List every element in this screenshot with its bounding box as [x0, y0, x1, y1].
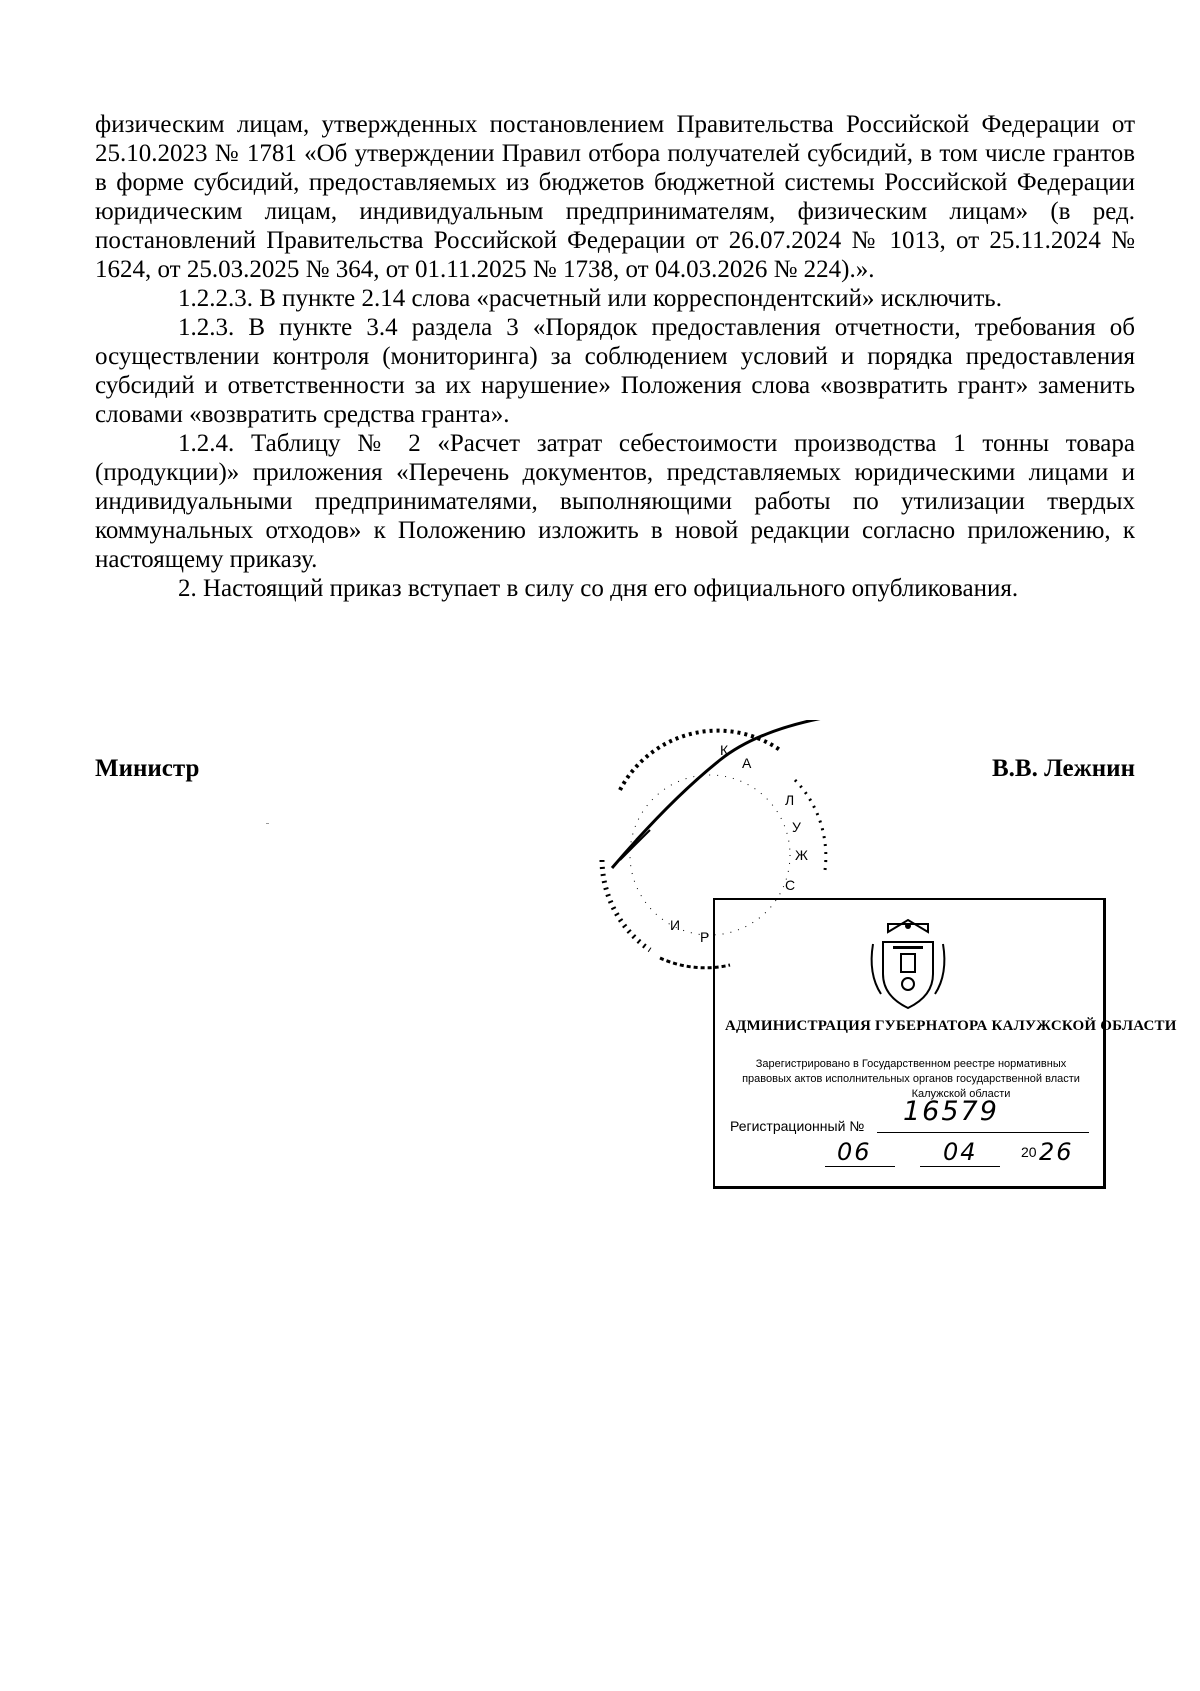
date-year-prefix: 20	[1021, 1144, 1037, 1160]
svg-text:Л: Л	[785, 792, 795, 808]
registration-number-label: Регистрационный №	[730, 1118, 865, 1134]
svg-text:У: У	[792, 819, 801, 835]
document-body	[95, 110, 1135, 603]
date-day: 06	[837, 1138, 872, 1166]
stamp-text-line-3: Калужской области	[911, 1088, 1011, 1100]
registration-date	[825, 1138, 1085, 1172]
paragraph-3: 1.2.3. В пункте 3.4 раздела 3 «Порядок предоставления отчетности, требования об осуществлении контроля (мониторинга) за соблюдением условий и порядка предоставления субсидий и ответственности за их нарушение» Положения слова «возвратить грант» заменить словами «возвратить средства гранта».	[95, 314, 1135, 428]
signatory-position: Министр	[95, 755, 200, 782]
scan-speck	[266, 823, 269, 824]
paragraph-5: 2. Настоящий приказ вступает в силу со дня его официального опубликования.	[178, 575, 1019, 602]
svg-text:А: А	[742, 755, 752, 771]
date-year-suffix: 26	[1039, 1138, 1074, 1166]
stamp-text-line-2: правовых актов исполнительных органов государственной власти	[742, 1073, 1080, 1085]
date-day-line	[825, 1166, 895, 1167]
svg-text:Р: Р	[700, 929, 710, 945]
signatory-name: В.В. Лежнин	[992, 755, 1135, 782]
svg-text:С: С	[785, 877, 796, 893]
registration-number-underline	[877, 1132, 1089, 1133]
stamp-title: АДМИНИСТРАЦИЯ ГУБЕРНАТОРА КАЛУЖСКОЙ ОБЛАСТИ	[725, 1018, 1177, 1034]
svg-text:Ж: Ж	[795, 847, 808, 863]
date-month-line	[920, 1166, 1000, 1167]
paragraph-4: 1.2.4. Таблицу № 2 «Расчет затрат себестоимости производства 1 тонны товара (продукции)» приложения «Перечень документов, представляемых юридическими лицами и индивидуальными предпринимателями, выполняющими работы по утилизации твердых коммунальных отходов» к Положению изложить в новой редакции согласно приложению, к настоящему приказу.	[95, 430, 1135, 573]
registration-number: 16579	[903, 1096, 999, 1127]
kaluga-coat-of-arms-icon	[863, 914, 953, 1014]
registration-stamp	[713, 898, 1177, 1189]
date-month: 04	[943, 1138, 978, 1166]
paragraph-2: 1.2.2.3. В пункте 2.14 слова «расчетный или корреспондентский» исключить.	[178, 285, 1002, 312]
paragraph-1: физическим лицам, утвержденных постановлением Правительства Российской Федерации от 25.10.2023 № 1781 «Об утверждении Правил отбора получателей субсидий, в том числе грантов в форме субсидий, предоставляемых из бюджетов бюджетной системы Российской Федерации юридическим лицам, индивидуальным предпринимателям, физическим лицам» (в ред. постановлений Правительства Российской Федерации от 26.07.2024 № 1013, от 25.11.2024 № 1624, от 25.03.2025 № 364, от 01.11.2025 № 1738, от 04.03.2026 № 224).».	[95, 111, 1135, 283]
svg-text:И: И	[670, 917, 681, 933]
stamp-text-line-1: Зарегистрировано в Государственном реестре нормативных	[755, 1058, 1067, 1070]
svg-text:К: К	[720, 742, 729, 758]
